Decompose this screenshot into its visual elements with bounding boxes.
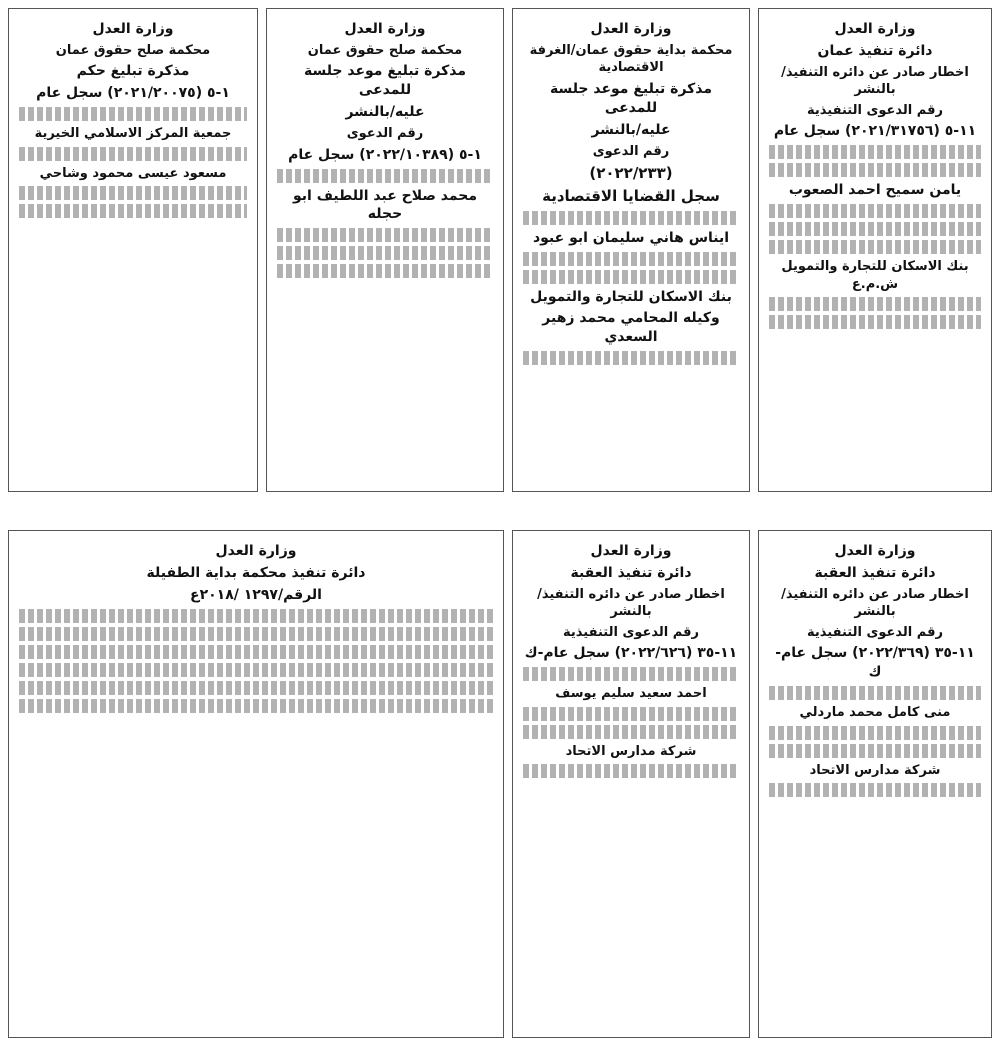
notice-title-2: عليه/بالنشر <box>591 121 671 138</box>
party-name: يامن سميح احمد الصعوب <box>788 182 962 199</box>
body-text <box>523 707 739 721</box>
notice-title: اخطار صادر عن دائره التنفيذ/ بالنشر <box>537 586 725 620</box>
body-text <box>769 744 981 758</box>
body-text <box>769 726 981 740</box>
body-text <box>523 351 739 365</box>
body-text <box>769 297 981 311</box>
department: دائرة تنفيذ محكمة بداية الطفيلة <box>146 564 366 581</box>
body-text <box>19 681 493 695</box>
body-text <box>769 240 981 254</box>
court: محكمة صلح حقوق عمان <box>55 42 211 58</box>
company-name: شركة مدارس الاتحاد <box>809 762 941 778</box>
body-text <box>19 147 247 161</box>
body-text <box>523 270 739 284</box>
notice-top-center-right <box>512 8 750 492</box>
case-label: رقم الدعوى <box>592 143 670 159</box>
body-text <box>19 186 247 200</box>
notice-top-left <box>8 8 258 492</box>
notice-top-right <box>758 8 992 492</box>
notice-title: مذكرة تبليغ موعد جلسة للمدعى <box>549 80 713 116</box>
body-text <box>523 725 739 739</box>
notice-title: مذكرة تبليغ موعد جلسة للمدعى <box>303 63 467 99</box>
ministry: وزارة العدل <box>344 21 426 37</box>
case-number: ١١-٣٥ (٢٠٢٢/٣٦٩) سجل عام-ك <box>775 645 975 681</box>
company-name: شركة مدارس الاتحاد <box>565 743 697 759</box>
court: محكمة صلح حقوق عمان <box>307 42 463 58</box>
body-text <box>19 645 493 659</box>
notice-bottom-left <box>8 530 504 1038</box>
department: دائرة تنفيذ العقبة <box>570 564 692 581</box>
case-number: ١١-٥ (٢٠٢١/٣١٧٥٦) سجل عام <box>773 123 977 140</box>
ministry: وزارة العدل <box>834 21 916 37</box>
body-text <box>769 145 981 159</box>
body-text <box>769 163 981 177</box>
notice-subtitle: رقم الدعوى التنفيذية <box>563 624 699 640</box>
notice-title-2: عليه/بالنشر <box>345 104 425 121</box>
case-label: رقم الدعوى <box>346 126 424 142</box>
notice-top-center-left <box>266 8 504 492</box>
party-name-1: جمعية المركز الاسلامي الخيرية <box>34 126 232 142</box>
notice-bottom-right <box>758 530 992 1038</box>
ministry: وزارة العدل <box>92 21 174 37</box>
bank-name: بنك الاسكان للتجارة والتمويل <box>530 288 732 305</box>
party-name: محمد صلاح عبد اللطيف ابو حجله <box>293 187 477 223</box>
notice-subtitle: رقم الدعوى التنفيذية <box>807 624 943 640</box>
case-number: (٢٠٢٢/٢٣٣) <box>589 164 673 183</box>
notice-subtitle: رقم الدعوى التنفيذية <box>807 102 943 118</box>
case-number: الرقم/١٢٩٧ /٢٠١٨ع <box>190 586 322 603</box>
body-text <box>769 204 981 218</box>
body-text <box>19 204 247 218</box>
body-text <box>769 315 981 329</box>
ministry: وزارة العدل <box>834 543 916 559</box>
body-text <box>19 699 493 713</box>
body-text <box>523 667 739 681</box>
party-name: احمد سعيد سليم يوسف <box>555 686 707 702</box>
register: سجل القضايا الاقتصادية <box>542 187 720 206</box>
ministry: وزارة العدل <box>215 543 297 559</box>
body-text <box>277 264 493 278</box>
court: محكمة بداية حقوق عمان/الغرفة الاقتصادية <box>529 42 733 76</box>
body-text <box>769 783 981 797</box>
body-text <box>769 222 981 236</box>
notice-title: اخطار صادر عن دائره التنفيذ/ بالنشر <box>781 586 969 620</box>
body-text <box>523 252 739 266</box>
party-name: منى كامل محمد ماردلي <box>799 705 951 721</box>
body-text <box>19 627 493 641</box>
body-text <box>277 228 493 242</box>
case-number: ١-٥ (٢٠٢١/٢٠٠٧٥) سجل عام <box>36 85 230 102</box>
case-number: ١-٥ (٢٠٢٢/١٠٣٨٩) سجل عام <box>288 146 482 163</box>
body-text <box>19 107 247 121</box>
body-text <box>523 211 739 225</box>
party-name-2: مسعود عيسى محمود وشاحي <box>39 165 227 181</box>
body-text <box>19 663 493 677</box>
ministry: وزارة العدل <box>590 21 672 37</box>
body-text <box>523 764 739 778</box>
body-text <box>277 246 493 260</box>
case-number: ١١-٣٥ (٢٠٢٢/٦٢٦) سجل عام-ك <box>524 645 738 662</box>
notice-title: مذكرة تبليغ حكم <box>76 63 190 80</box>
department: دائرة تنفيذ عمان <box>817 42 933 59</box>
body-text <box>277 169 493 183</box>
notice-title: اخطار صادر عن دائره التنفيذ/ بالنشر <box>781 64 969 98</box>
department: دائرة تنفيذ العقبة <box>814 564 936 581</box>
body-text <box>19 609 493 623</box>
lawyer-name: وكيله المحامي محمد زهير السعدي <box>542 310 720 346</box>
notice-bottom-center <box>512 530 750 1038</box>
ministry: وزارة العدل <box>590 543 672 559</box>
party-name: ايناس هاني سليمان ابو عبود <box>532 229 730 246</box>
company-name: بنك الاسكان للتجارة والتمويل ش.م.ع <box>781 259 969 292</box>
body-text <box>769 686 981 700</box>
